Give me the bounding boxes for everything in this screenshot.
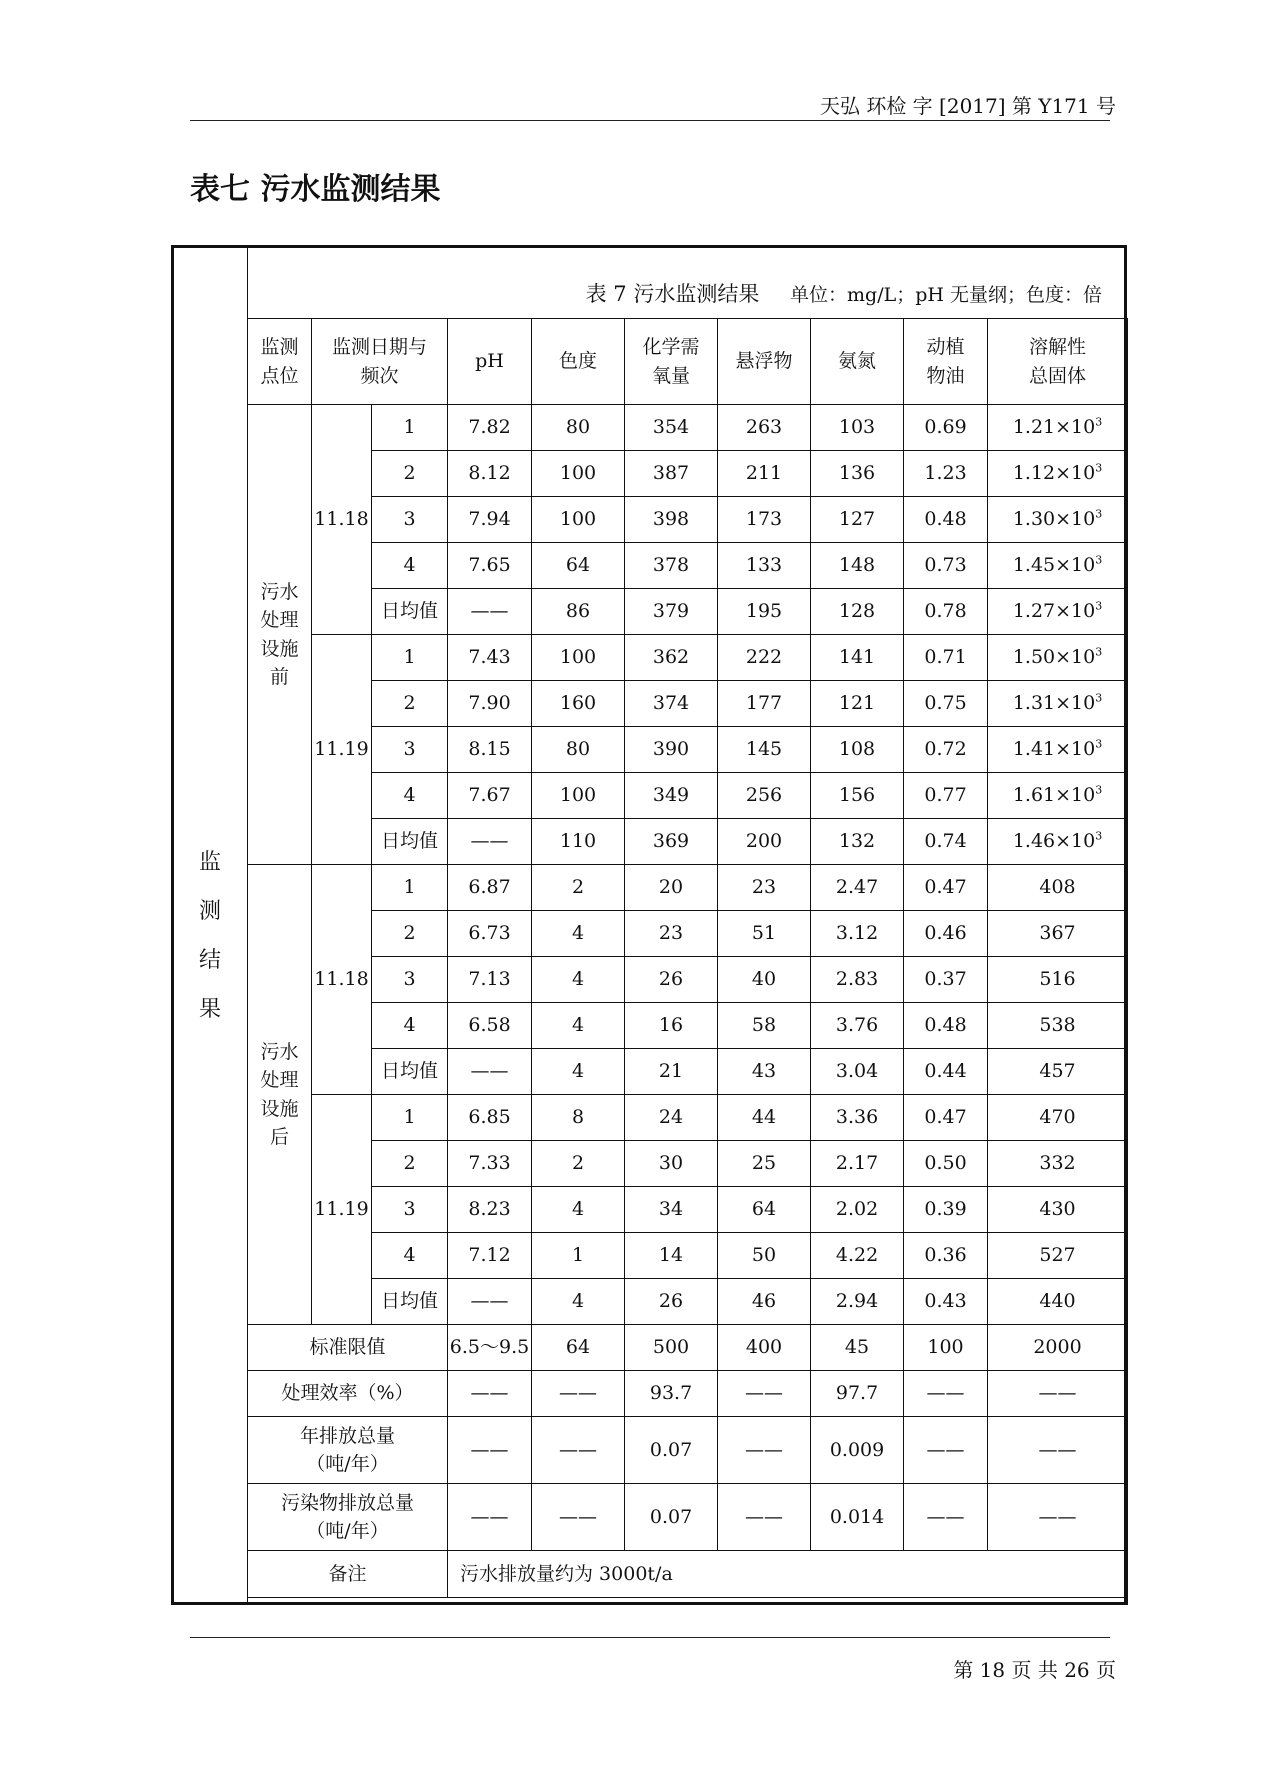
header-line: 监测 xyxy=(260,336,299,358)
value-cell: 132 xyxy=(811,819,904,865)
value-cell: $1.27\times 10^3$ xyxy=(988,589,1128,635)
results-frame xyxy=(171,245,1127,1605)
table-row xyxy=(248,451,1128,497)
value-cell: 58 xyxy=(718,1003,811,1049)
summary-value: —— xyxy=(532,1417,625,1484)
value-cell: 6.85 xyxy=(448,1095,532,1141)
value-cell: 3.36 xyxy=(811,1095,904,1141)
value-cell: 141 xyxy=(811,635,904,681)
group-label-line: 处理 xyxy=(260,609,299,631)
value-cell: 136 xyxy=(811,451,904,497)
value-cell: 40 xyxy=(718,957,811,1003)
caption-title: 表 7 污水监测结果 xyxy=(585,282,760,306)
value-cell: 14 xyxy=(625,1233,718,1279)
value-cell: 0.36 xyxy=(904,1233,988,1279)
value-cell: 0.77 xyxy=(904,773,988,819)
value-cell: 8.15 xyxy=(448,727,532,773)
group-label-line: 污水 xyxy=(260,580,299,603)
value-cell: 387 xyxy=(625,451,718,497)
value-cell: 362 xyxy=(625,635,718,681)
value-cell: 398 xyxy=(625,497,718,543)
value-cell: 367 xyxy=(988,911,1128,957)
value-cell: 0.47 xyxy=(904,1095,988,1141)
value-cell: 24 xyxy=(625,1095,718,1141)
header-line: pH xyxy=(475,350,504,373)
value-cell: 34 xyxy=(625,1187,718,1233)
spacer-cell xyxy=(248,1598,1128,1605)
summary-value: 0.07 xyxy=(625,1484,718,1551)
table-row xyxy=(248,1049,1128,1095)
freq-cell: 2 xyxy=(372,451,448,497)
summary-label-line: （吨/年） xyxy=(306,1520,389,1542)
value-cell: 538 xyxy=(988,1003,1128,1049)
value-cell: 100 xyxy=(532,497,625,543)
value-cell: 0.71 xyxy=(904,635,988,681)
table-row xyxy=(248,819,1128,865)
value-cell: 470 xyxy=(988,1095,1128,1141)
spacer-row xyxy=(248,1598,1128,1605)
note-label: 备注 xyxy=(248,1551,448,1598)
summary-value: 400 xyxy=(718,1325,811,1371)
value-cell: 2.47 xyxy=(811,865,904,911)
table-row xyxy=(248,1279,1128,1325)
table-row xyxy=(248,1141,1128,1187)
header-line: 化学需 xyxy=(642,336,700,358)
value-cell: $1.21\times 10^3$ xyxy=(988,405,1128,451)
value-cell: 374 xyxy=(625,681,718,727)
value-cell: 128 xyxy=(811,589,904,635)
value-cell: 440 xyxy=(988,1279,1128,1325)
value-cell: 2.83 xyxy=(811,957,904,1003)
value-cell: 2.94 xyxy=(811,1279,904,1325)
summary-value: —— xyxy=(718,1484,811,1551)
value-cell: 6.73 xyxy=(448,911,532,957)
value-cell: 349 xyxy=(625,773,718,819)
freq-cell: 2 xyxy=(372,681,448,727)
group-label-line: 处理 xyxy=(260,1069,299,1091)
value-cell: 195 xyxy=(718,589,811,635)
summary-row xyxy=(248,1417,1128,1484)
value-cell: 354 xyxy=(625,405,718,451)
value-cell: 3.76 xyxy=(811,1003,904,1049)
value-cell: 173 xyxy=(718,497,811,543)
table-row xyxy=(248,681,1128,727)
page-title: 表七 污水监测结果 xyxy=(190,172,441,207)
header-line: 点位 xyxy=(260,364,299,387)
value-cell: 80 xyxy=(532,727,625,773)
value-cell: 332 xyxy=(988,1141,1128,1187)
side-label xyxy=(174,838,246,1034)
side-char: 果 xyxy=(198,997,221,1022)
freq-cell: 3 xyxy=(372,497,448,543)
value-cell: 23 xyxy=(718,865,811,911)
summary-value: —— xyxy=(448,1371,532,1417)
freq-cell: 日均值 xyxy=(372,819,448,865)
header-line: 氨氮 xyxy=(838,350,877,373)
value-cell: 25 xyxy=(718,1141,811,1187)
value-cell: 0.48 xyxy=(904,1003,988,1049)
value-cell: 7.65 xyxy=(448,543,532,589)
value-cell: 0.44 xyxy=(904,1049,988,1095)
date-cell: 11.19 xyxy=(312,1095,372,1325)
value-cell: 30 xyxy=(625,1141,718,1187)
summary-label-line: 标准限值 xyxy=(309,1336,386,1359)
value-cell: 4 xyxy=(532,911,625,957)
document-number: 天弘 环检 字 [2017] 第 Y171 号 xyxy=(819,94,1116,118)
table-row xyxy=(248,865,1128,911)
date-cell: 11.18 xyxy=(312,865,372,1095)
table-row xyxy=(248,635,1128,681)
header-line: 悬浮物 xyxy=(735,350,793,373)
value-cell: 7.33 xyxy=(448,1141,532,1187)
summary-row xyxy=(248,1371,1128,1417)
date-cell: 11.19 xyxy=(312,635,372,865)
value-cell: 156 xyxy=(811,773,904,819)
value-cell: 160 xyxy=(532,681,625,727)
header-param xyxy=(811,319,904,405)
value-cell: 7.90 xyxy=(448,681,532,727)
header-line: 总固体 xyxy=(1029,364,1087,387)
value-cell: 21 xyxy=(625,1049,718,1095)
value-cell: 177 xyxy=(718,681,811,727)
value-cell: 0.37 xyxy=(904,957,988,1003)
header-param xyxy=(625,319,718,405)
group-label-line: 前 xyxy=(269,666,289,688)
value-cell: 46 xyxy=(718,1279,811,1325)
value-cell: 121 xyxy=(811,681,904,727)
summary-label xyxy=(248,1371,448,1417)
summary-label xyxy=(248,1325,448,1371)
value-cell: 100 xyxy=(532,451,625,497)
group-label xyxy=(248,405,312,865)
value-cell: 0.50 xyxy=(904,1141,988,1187)
value-cell: 4 xyxy=(532,1279,625,1325)
date-cell: 11.18 xyxy=(312,405,372,635)
value-cell: 7.12 xyxy=(448,1233,532,1279)
summary-value: 64 xyxy=(532,1325,625,1371)
value-cell: 0.72 xyxy=(904,727,988,773)
summary-value: 500 xyxy=(625,1325,718,1371)
summary-value: 2000 xyxy=(988,1325,1128,1371)
group-label-line: 污水 xyxy=(260,1040,299,1063)
value-cell: —— xyxy=(448,819,532,865)
freq-cell: 4 xyxy=(372,1233,448,1279)
value-cell: 4.22 xyxy=(811,1233,904,1279)
summary-value: —— xyxy=(988,1484,1128,1551)
freq-cell: 日均值 xyxy=(372,1279,448,1325)
value-cell: 0.74 xyxy=(904,819,988,865)
value-cell: 0.73 xyxy=(904,543,988,589)
value-cell: 44 xyxy=(718,1095,811,1141)
value-cell: 26 xyxy=(625,1279,718,1325)
value-cell: 103 xyxy=(811,405,904,451)
header-param xyxy=(718,319,811,405)
value-cell: 378 xyxy=(625,543,718,589)
footer-divider xyxy=(190,1637,1110,1638)
header-divider xyxy=(190,120,1110,121)
summary-value: 97.7 xyxy=(811,1371,904,1417)
value-cell: 110 xyxy=(532,819,625,865)
note-row xyxy=(248,1551,1128,1598)
header-param xyxy=(988,319,1128,405)
header-line: 频次 xyxy=(360,364,399,387)
table-row xyxy=(248,911,1128,957)
value-cell: 64 xyxy=(532,543,625,589)
summary-label xyxy=(248,1417,448,1484)
note-value: 污水排放量约为 3000t/a xyxy=(448,1551,1128,1598)
value-cell: 0.69 xyxy=(904,405,988,451)
value-cell: $1.46\times 10^3$ xyxy=(988,819,1128,865)
value-cell: —— xyxy=(448,1049,532,1095)
header-line: 动植 xyxy=(926,336,965,358)
page-number: 第 18 页 共 26 页 xyxy=(953,1658,1116,1682)
value-cell: 7.94 xyxy=(448,497,532,543)
caption-unit: 单位：mg/L；pH 无量纲；色度：倍 xyxy=(790,284,1102,306)
side-char: 监 xyxy=(198,850,221,875)
value-cell: 8.12 xyxy=(448,451,532,497)
value-cell: 23 xyxy=(625,911,718,957)
freq-cell: 日均值 xyxy=(372,1049,448,1095)
side-column xyxy=(174,248,248,1602)
value-cell: 16 xyxy=(625,1003,718,1049)
value-cell: 20 xyxy=(625,865,718,911)
value-cell: 2.02 xyxy=(811,1187,904,1233)
table-caption xyxy=(586,278,1102,308)
summary-value: —— xyxy=(532,1484,625,1551)
value-cell: 0.75 xyxy=(904,681,988,727)
header-date xyxy=(312,319,448,405)
value-cell: 0.47 xyxy=(904,865,988,911)
freq-cell: 4 xyxy=(372,543,448,589)
freq-cell: 2 xyxy=(372,1141,448,1187)
value-cell: 222 xyxy=(718,635,811,681)
value-cell: 50 xyxy=(718,1233,811,1279)
value-cell: 8.23 xyxy=(448,1187,532,1233)
freq-cell: 1 xyxy=(372,405,448,451)
group-label xyxy=(248,865,312,1325)
freq-cell: 3 xyxy=(372,957,448,1003)
table-row xyxy=(248,773,1128,819)
value-cell: —— xyxy=(448,589,532,635)
value-cell: 1.23 xyxy=(904,451,988,497)
value-cell: $1.30\times 10^3$ xyxy=(988,497,1128,543)
summary-value: 0.009 xyxy=(811,1417,904,1484)
value-cell: 516 xyxy=(988,957,1128,1003)
value-cell: 145 xyxy=(718,727,811,773)
value-cell: 2 xyxy=(532,865,625,911)
value-cell: 7.82 xyxy=(448,405,532,451)
summary-value: —— xyxy=(718,1371,811,1417)
value-cell: 8 xyxy=(532,1095,625,1141)
header-line: 溶解性 xyxy=(1029,336,1087,358)
summary-value: 0.07 xyxy=(625,1417,718,1484)
header-line: 监测日期与 xyxy=(332,336,428,358)
value-cell: 4 xyxy=(532,1049,625,1095)
value-cell: 200 xyxy=(718,819,811,865)
value-cell: 457 xyxy=(988,1049,1128,1095)
value-cell: 100 xyxy=(532,773,625,819)
header-param xyxy=(904,319,988,405)
summary-label-line: （吨/年） xyxy=(306,1453,389,1475)
freq-cell: 1 xyxy=(372,635,448,681)
value-cell: 1 xyxy=(532,1233,625,1279)
freq-cell: 日均值 xyxy=(372,589,448,635)
value-cell: 0.43 xyxy=(904,1279,988,1325)
summary-value: —— xyxy=(448,1417,532,1484)
value-cell: 133 xyxy=(718,543,811,589)
value-cell: 0.48 xyxy=(904,497,988,543)
summary-value: 93.7 xyxy=(625,1371,718,1417)
value-cell: 100 xyxy=(532,635,625,681)
value-cell: 108 xyxy=(811,727,904,773)
summary-value: —— xyxy=(532,1371,625,1417)
summary-value: —— xyxy=(718,1417,811,1484)
value-cell: 6.87 xyxy=(448,865,532,911)
group-label-line: 设施 xyxy=(260,637,299,660)
freq-cell: 1 xyxy=(372,865,448,911)
table-row xyxy=(248,957,1128,1003)
monitoring-table xyxy=(247,318,1128,1605)
value-cell: 43 xyxy=(718,1049,811,1095)
value-cell: 148 xyxy=(811,543,904,589)
table-row xyxy=(248,1187,1128,1233)
summary-value: —— xyxy=(904,1417,988,1484)
table-row xyxy=(248,589,1128,635)
value-cell: 379 xyxy=(625,589,718,635)
summary-value: 100 xyxy=(904,1325,988,1371)
value-cell: $1.41\times 10^3$ xyxy=(988,727,1128,773)
summary-value: —— xyxy=(448,1484,532,1551)
value-cell: 430 xyxy=(988,1187,1128,1233)
value-cell: 6.58 xyxy=(448,1003,532,1049)
table-row xyxy=(248,1233,1128,1279)
value-cell: 4 xyxy=(532,957,625,1003)
header-line: 氧量 xyxy=(652,364,691,387)
side-char: 测 xyxy=(198,899,221,924)
value-cell: $1.50\times 10^3$ xyxy=(988,635,1128,681)
value-cell: 211 xyxy=(718,451,811,497)
summary-value: 6.5～9.5 xyxy=(448,1325,532,1371)
value-cell: 4 xyxy=(532,1187,625,1233)
value-cell: —— xyxy=(448,1279,532,1325)
value-cell: $1.31\times 10^3$ xyxy=(988,681,1128,727)
summary-value: —— xyxy=(904,1371,988,1417)
header-param xyxy=(532,319,625,405)
freq-cell: 3 xyxy=(372,1187,448,1233)
value-cell: 4 xyxy=(532,1003,625,1049)
summary-value: 0.014 xyxy=(811,1484,904,1551)
freq-cell: 2 xyxy=(372,911,448,957)
value-cell: 0.78 xyxy=(904,589,988,635)
summary-label xyxy=(248,1484,448,1551)
value-cell: 3.12 xyxy=(811,911,904,957)
value-cell: 86 xyxy=(532,589,625,635)
value-cell: 127 xyxy=(811,497,904,543)
value-cell: 0.39 xyxy=(904,1187,988,1233)
header-row xyxy=(248,319,1128,405)
value-cell: 2 xyxy=(532,1141,625,1187)
value-cell: 26 xyxy=(625,957,718,1003)
header-line: 色度 xyxy=(559,350,598,373)
value-cell: 256 xyxy=(718,773,811,819)
summary-label-line: 污染物排放总量 xyxy=(281,1491,415,1514)
value-cell: $1.12\times 10^3$ xyxy=(988,451,1128,497)
summary-row xyxy=(248,1484,1128,1551)
header-param xyxy=(448,319,532,405)
value-cell: 51 xyxy=(718,911,811,957)
value-cell: 263 xyxy=(718,405,811,451)
value-cell: 7.43 xyxy=(448,635,532,681)
table-row xyxy=(248,497,1128,543)
side-char: 结 xyxy=(198,948,221,973)
value-cell: 2.17 xyxy=(811,1141,904,1187)
table-row xyxy=(248,727,1128,773)
table-row xyxy=(248,405,1128,451)
summary-value: 45 xyxy=(811,1325,904,1371)
table-row xyxy=(248,1095,1128,1141)
value-cell: 527 xyxy=(988,1233,1128,1279)
table-row xyxy=(248,1003,1128,1049)
value-cell: 390 xyxy=(625,727,718,773)
value-cell: 3.04 xyxy=(811,1049,904,1095)
header-line: 物油 xyxy=(926,364,965,387)
summary-label-line: 年排放总量 xyxy=(300,1424,396,1447)
value-cell: 7.67 xyxy=(448,773,532,819)
freq-cell: 4 xyxy=(372,773,448,819)
freq-cell: 1 xyxy=(372,1095,448,1141)
summary-label-line: 处理效率（%） xyxy=(281,1382,414,1405)
value-cell: $1.61\times 10^3$ xyxy=(988,773,1128,819)
value-cell: 64 xyxy=(718,1187,811,1233)
summary-row xyxy=(248,1325,1128,1371)
value-cell: $1.45\times 10^3$ xyxy=(988,543,1128,589)
header-point xyxy=(248,319,312,405)
summary-value: —— xyxy=(988,1371,1128,1417)
group-label-line: 设施 xyxy=(260,1097,299,1120)
group-label-line: 后 xyxy=(269,1126,289,1148)
value-cell: 0.46 xyxy=(904,911,988,957)
summary-value: —— xyxy=(904,1484,988,1551)
value-cell: 80 xyxy=(532,405,625,451)
summary-value: —— xyxy=(988,1417,1128,1484)
value-cell: 408 xyxy=(988,865,1128,911)
freq-cell: 3 xyxy=(372,727,448,773)
value-cell: 7.13 xyxy=(448,957,532,1003)
value-cell: 369 xyxy=(625,819,718,865)
freq-cell: 4 xyxy=(372,1003,448,1049)
table-row xyxy=(248,543,1128,589)
